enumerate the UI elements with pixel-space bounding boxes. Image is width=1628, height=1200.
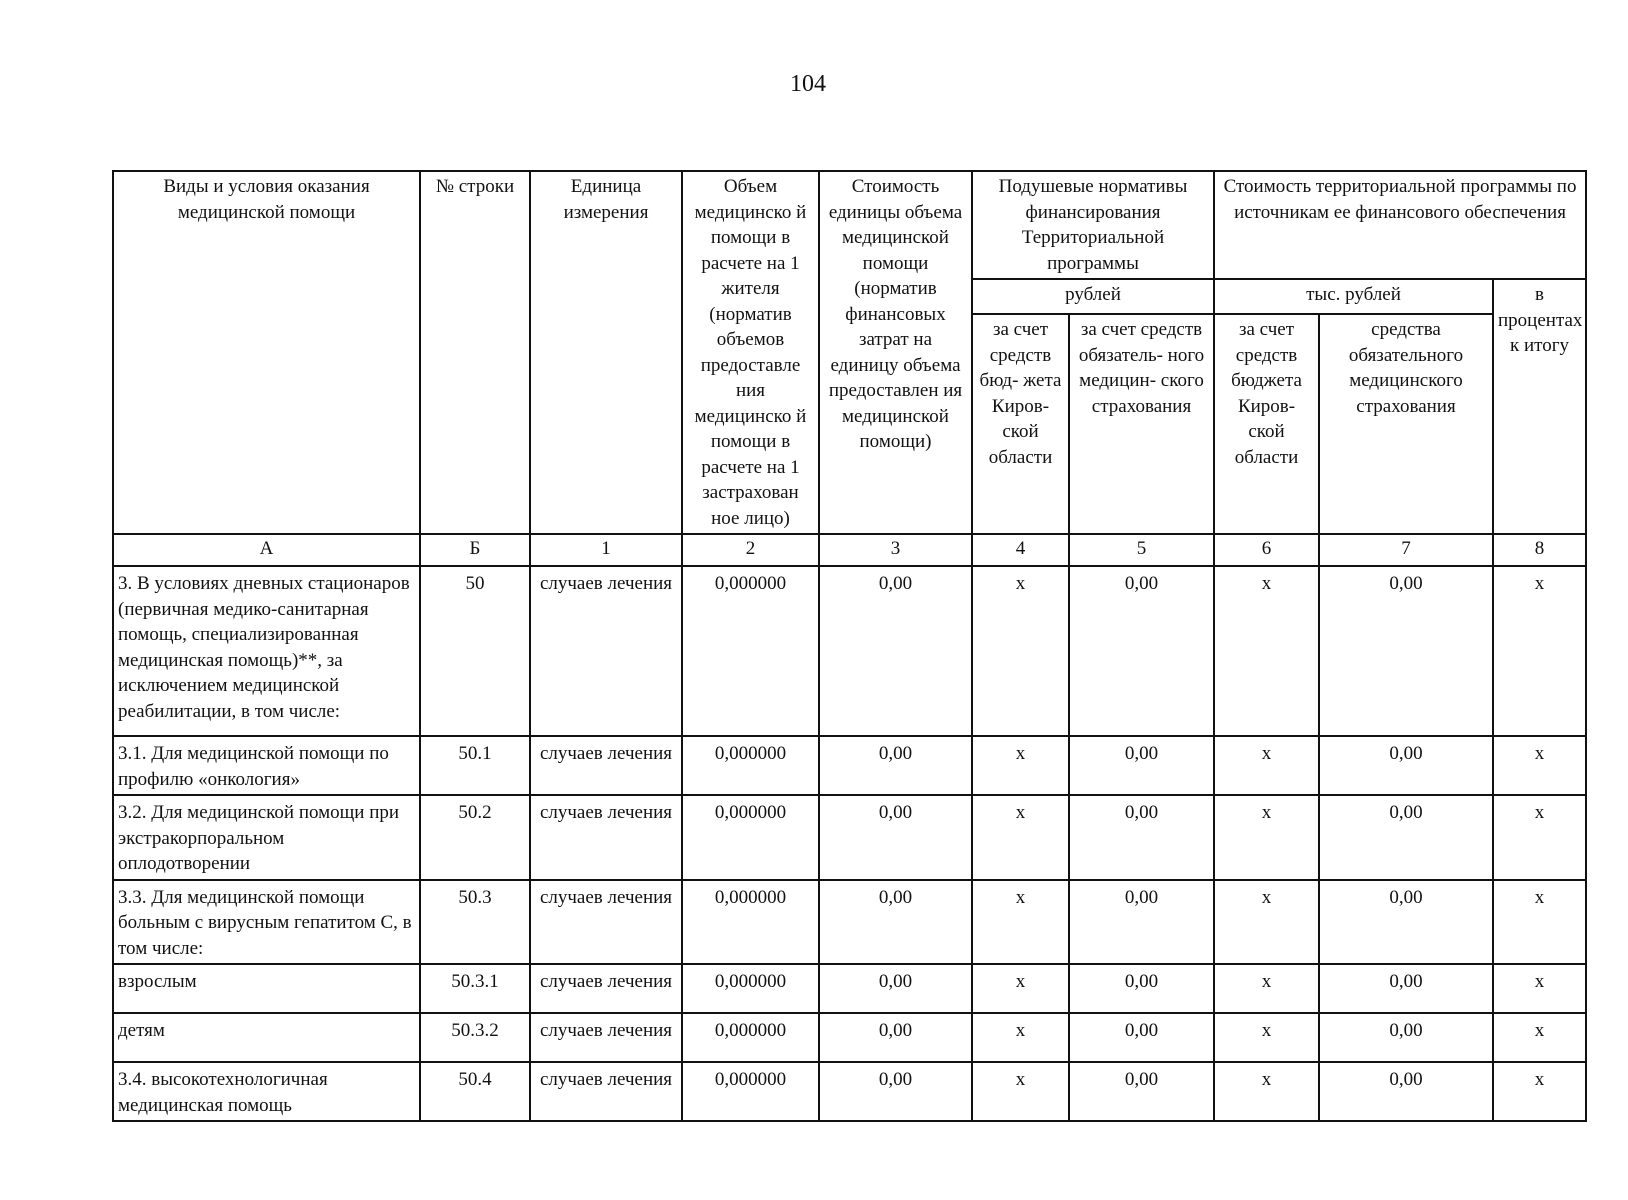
row-col-5: 0,00 [1069, 795, 1214, 880]
row-col-7: 0,00 [1319, 566, 1493, 736]
row-number: 50.2 [420, 795, 530, 880]
table-row [113, 880, 1586, 965]
table-row [113, 1013, 1586, 1062]
row-col-8: х [1493, 795, 1586, 880]
column-index: А [113, 534, 420, 566]
row-col-6: х [1214, 1062, 1319, 1121]
row-number: 50 [420, 566, 530, 736]
row-name: взрослым [113, 964, 420, 1013]
row-col-6: х [1214, 736, 1319, 795]
row-col-6: х [1214, 566, 1319, 736]
table-row [113, 795, 1586, 880]
row-col-4: х [972, 1013, 1069, 1062]
row-volume: 0,000000 [682, 566, 819, 736]
column-index: 4 [972, 534, 1069, 566]
row-unit: случаев лечения [530, 736, 682, 795]
row-col-7: 0,00 [1319, 736, 1493, 795]
row-col-4: х [972, 964, 1069, 1013]
row-col-7: 0,00 [1319, 880, 1493, 965]
column-index: 6 [1214, 534, 1319, 566]
row-name: 3. В условиях дневных стационаров (первичная медико-санитарная помощь, специализированная медицинская помощь)**, за исключением медицинской реабилитации, в том числе: [113, 566, 420, 736]
row-volume: 0,000000 [682, 964, 819, 1013]
header-rubles: рублей [972, 279, 1214, 314]
row-cost: 0,00 [819, 1013, 972, 1062]
row-col-5: 0,00 [1069, 880, 1214, 965]
row-col-7: 0,00 [1319, 964, 1493, 1013]
row-name: 3.4. высокотехнологичная медицинская помощь [113, 1062, 420, 1121]
row-cost: 0,00 [819, 736, 972, 795]
header-budget-kirov-thousands: за счет средств бюджета Киров- ской области [1214, 314, 1319, 534]
row-cost: 0,00 [819, 1062, 972, 1121]
row-col-5: 0,00 [1069, 1013, 1214, 1062]
row-col-4: х [972, 566, 1069, 736]
header-kind: Виды и условия оказания медицинской помощи [113, 171, 420, 534]
row-col-8: х [1493, 1013, 1586, 1062]
row-unit: случаев лечения [530, 964, 682, 1013]
row-volume: 0,000000 [682, 736, 819, 795]
header-budget-kirov: за счет средств бюд- жета Киров- ской области [972, 314, 1069, 534]
header-per-capita: Подушевые нормативы финансирования Территориальной программы [972, 171, 1214, 279]
row-col-7: 0,00 [1319, 1062, 1493, 1121]
row-cost: 0,00 [819, 964, 972, 1013]
row-col-8: х [1493, 880, 1586, 965]
row-col-6: х [1214, 880, 1319, 965]
column-index: 2 [682, 534, 819, 566]
row-col-4: х [972, 880, 1069, 965]
row-name: детям [113, 1013, 420, 1062]
row-volume: 0,000000 [682, 880, 819, 965]
header-program-cost: Стоимость территориальной программы по источникам ее финансового обеспечения [1214, 171, 1586, 279]
page-number: 104 [790, 71, 826, 97]
row-col-7: 0,00 [1319, 1013, 1493, 1062]
row-number: 50.3 [420, 880, 530, 965]
row-col-5: 0,00 [1069, 566, 1214, 736]
row-col-4: х [972, 736, 1069, 795]
row-col-6: х [1214, 1013, 1319, 1062]
row-name: 3.3. Для медицинской помощи больным с вирусным гепатитом С, в том числе: [113, 880, 420, 965]
financing-table [112, 170, 1587, 1122]
row-cost: 0,00 [819, 566, 972, 736]
row-col-5: 0,00 [1069, 964, 1214, 1013]
row-col-7: 0,00 [1319, 795, 1493, 880]
row-unit: случаев лечения [530, 1013, 682, 1062]
row-col-5: 0,00 [1069, 736, 1214, 795]
row-col-8: х [1493, 964, 1586, 1013]
row-unit: случаев лечения [530, 880, 682, 965]
row-number: 50.3.2 [420, 1013, 530, 1062]
column-index: Б [420, 534, 530, 566]
table-row [113, 736, 1586, 795]
column-index: 3 [819, 534, 972, 566]
table-row [113, 566, 1586, 736]
header-percent: в процентах к итогу [1493, 279, 1586, 534]
row-volume: 0,000000 [682, 1062, 819, 1121]
column-index: 8 [1493, 534, 1586, 566]
row-col-8: х [1493, 566, 1586, 736]
row-volume: 0,000000 [682, 1013, 819, 1062]
header-unit: Единица измерения [530, 171, 682, 534]
header-volume: Объем медицинско й помощи в расчете на 1 жителя (норматив объемов предоставле ния медицинско й помощи в расчете на 1 застрахован ное лицо) [682, 171, 819, 534]
header-row-1 [113, 171, 1586, 279]
row-name: 3.2. Для медицинской помощи при экстракорпоральном оплодотворении [113, 795, 420, 880]
row-col-4: х [972, 795, 1069, 880]
row-name: 3.1. Для медицинской помощи по профилю «онкология» [113, 736, 420, 795]
row-volume: 0,000000 [682, 795, 819, 880]
column-index: 5 [1069, 534, 1214, 566]
row-col-6: х [1214, 964, 1319, 1013]
column-index-row [113, 534, 1586, 566]
header-oms-funds: за счет средств обязатель- ного медицин- ского страхования [1069, 314, 1214, 534]
row-number: 50.1 [420, 736, 530, 795]
header-thousand-rubles: тыс. рублей [1214, 279, 1493, 314]
column-index: 7 [1319, 534, 1493, 566]
row-unit: случаев лечения [530, 1062, 682, 1121]
table-row [113, 964, 1586, 1013]
column-index: 1 [530, 534, 682, 566]
row-cost: 0,00 [819, 795, 972, 880]
row-unit: случаев лечения [530, 566, 682, 736]
row-col-4: х [972, 1062, 1069, 1121]
row-col-8: х [1493, 736, 1586, 795]
row-col-8: х [1493, 1062, 1586, 1121]
row-col-5: 0,00 [1069, 1062, 1214, 1121]
row-unit: случаев лечения [530, 795, 682, 880]
row-number: 50.4 [420, 1062, 530, 1121]
row-cost: 0,00 [819, 880, 972, 965]
row-col-6: х [1214, 795, 1319, 880]
header-row-number: № строки [420, 171, 530, 534]
header-oms-thousands: средства обязательного медицинского страхования [1319, 314, 1493, 534]
row-number: 50.3.1 [420, 964, 530, 1013]
header-cost-unit: Стоимость единицы объема медицинской помощи (норматив финансовых затрат на единицу объема предоставлен ия медицинской помощи) [819, 171, 972, 534]
table-row [113, 1062, 1586, 1121]
